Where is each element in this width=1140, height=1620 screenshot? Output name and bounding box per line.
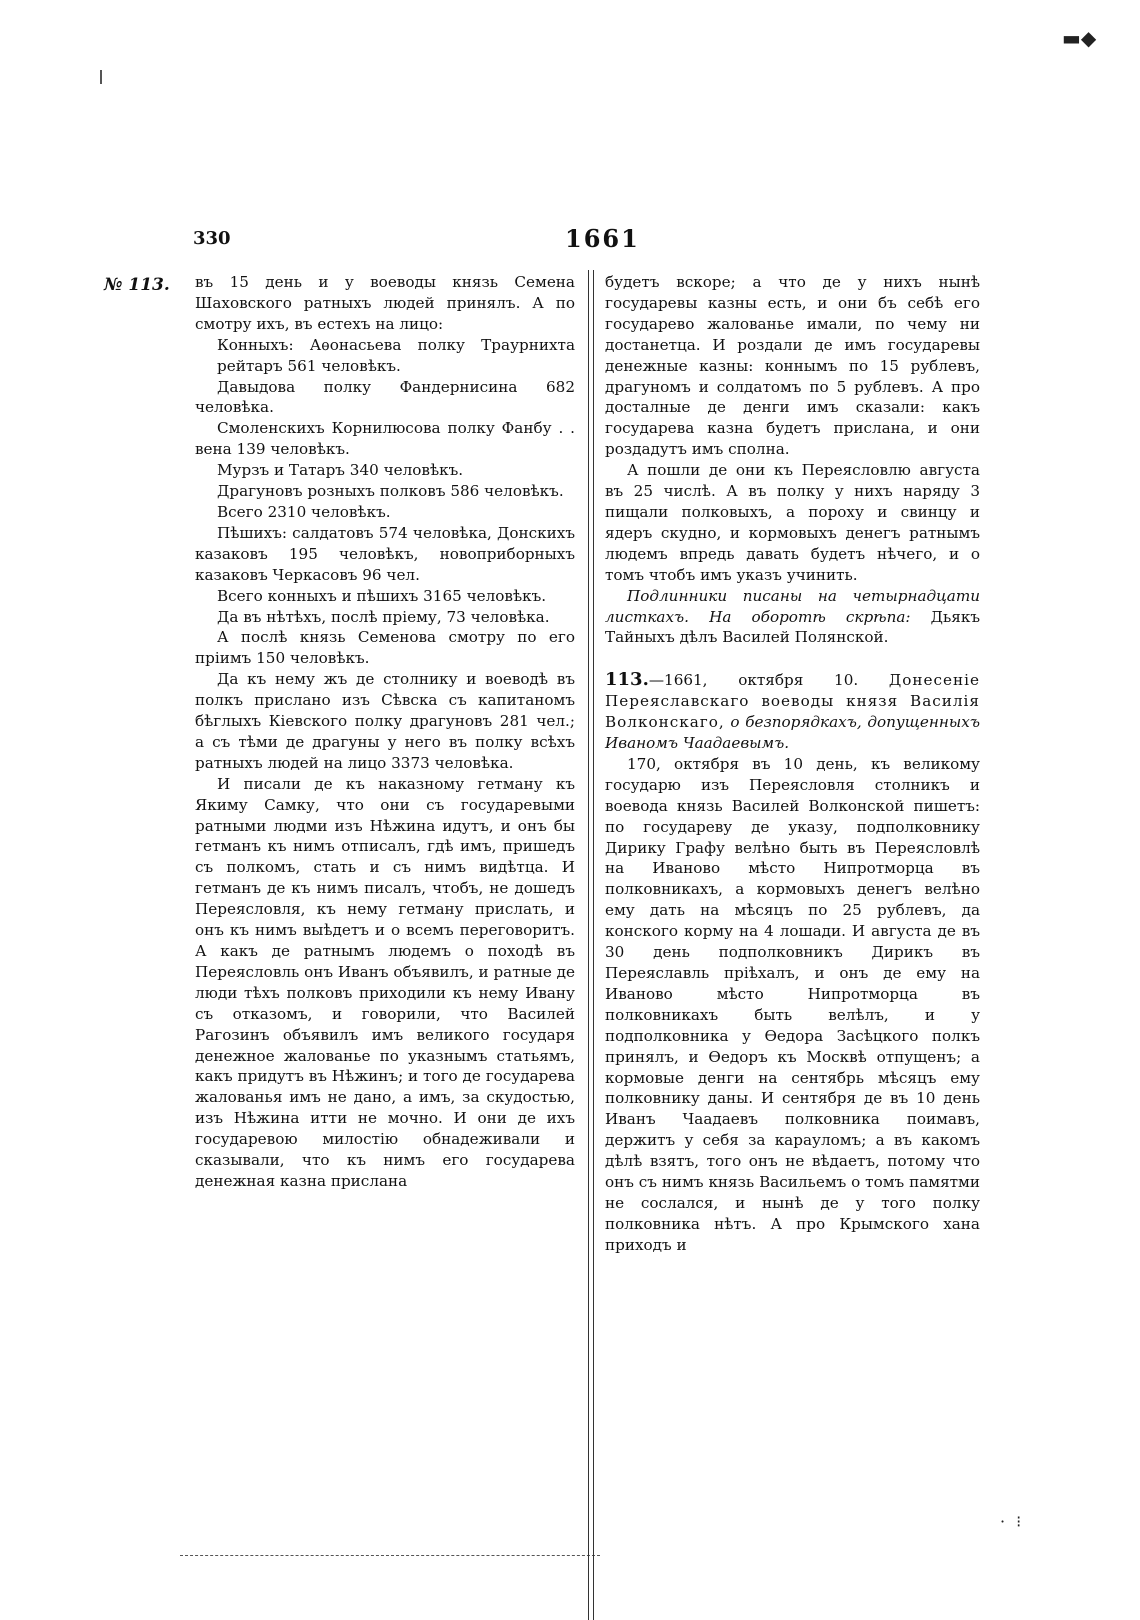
list-item: Конныхъ: Аѳонасьева полку Траурнихта рейтаръ 561 человѣкъ.	[217, 335, 575, 375]
document-heading-number: 113.	[605, 669, 649, 691]
list-item: Мурзъ и Татаръ 340 человѣкъ.	[217, 461, 464, 480]
paragraph: въ 15 день и у воеводы князь Семена Шаховского ратныхъ людей принялъ. А по смотру ихъ, въ естехъ на лицо:	[195, 273, 575, 333]
source-note-signature: Дьякъ Тайныхъ дѣлъ Василей Полянской.	[605, 607, 981, 647]
source-note	[605, 586, 980, 649]
paragraph: Да къ нему жъ де столнику и воеводѣ въ полкъ прислано изъ Сѣвска съ капитаномъ бѣглыхъ Кіевского полку драгуновъ 281 чел.; а съ тѣми де драгуны у него въ полку всѣхъ ратныхъ людей на лицо 3373 человѣка.	[195, 670, 575, 772]
scan-mark-left	[100, 70, 102, 84]
list-item: Да въ нѣтѣхъ, послѣ пріему, 73 человѣка.	[217, 607, 550, 626]
scan-mark-bottom-right: · ⁝	[1000, 1512, 1025, 1531]
list-item: Смоленскихъ Корнилюсова полку Фанбу . . вена 139 человѣкъ.	[195, 419, 575, 459]
list-item: Пѣшихъ: салдатовъ 574 человѣка, Донскихъ казаковъ 195 человѣкъ, новоприборныхъ казаковъ Черкасовъ 96 чел.	[195, 523, 575, 584]
list-item: Всего конныхъ и пѣшихъ 3165 человѣкъ.	[217, 586, 547, 605]
left-column	[195, 272, 575, 1192]
footer-rule	[180, 1555, 600, 1556]
document-heading-subtitle: о безпорядкахъ, допущенныхъ Иваномъ Чаадаевымъ.	[605, 713, 980, 753]
page-number: 330	[193, 228, 231, 249]
paragraph: И писали де къ наказному гетману къ Якиму Самку, что они съ государевыми ратными людми изъ Нѣжина идутъ, и онъ бы гетманъ къ нимъ отписалъ, гдѣ имъ, пришедъ съ полкомъ, стать и съ нимъ видѣтца. И гетманъ де къ нимъ писалъ, чтобъ, не дошедъ Переясловля, къ нему гетману прислать, и онъ къ нимъ выѣдетъ и о всемъ переговоритъ. А какъ де ратнымъ людемъ о походѣ въ Переясловль онъ Иванъ объявилъ, и ратные де люди тѣхъ полковъ приходили къ нему Ивану съ отказомъ, и говорили, что Василей Рагозинъ объявилъ имъ великого государя денежное жалованье по указнымъ статьямъ, какъ придутъ въ Нѣжинъ; и того де государева жалованья имъ не дано, а имъ, за скудостью, изъ Нѣжина итти не мочно. И они де ихъ государевою милостію обнадеживали и сказывали, что къ нимъ его государева денежная казна прислана	[195, 774, 575, 1190]
list-item: Всего 2310 человѣкъ.	[217, 502, 391, 521]
paragraph: будетъ вскоре; а что де у нихъ нынѣ государевы казны есть, и они бъ себѣ его государево жалованье имали, по чему ни достанетца. И роздали де имъ государевы денежные казны: коннымъ по 15 рублевъ, драгуномъ и солдатомъ по 5 рублевъ. А про досталные де денги имъ сказали: какъ государева казна будетъ прислана, и они роздадутъ имъ сполна.	[605, 273, 980, 459]
scan-mark-top-right: ▬◆	[1062, 26, 1097, 50]
document-heading-date: —1661, октября 10.	[648, 671, 859, 690]
document-heading-title: Донесеніе Переяславскаго воеводы князя Василія Волконскаго,	[605, 671, 980, 732]
document-number-margin: № 113.	[104, 275, 170, 295]
list-item: Давыдова полку Фандернисина 682 человѣка.	[195, 377, 575, 417]
paragraph: 170, октября въ 10 день, къ великому государю изъ Переясловля столникъ и воевода князь Василей Волконской пишетъ: по государеву де указу, подполковнику Дирику Графу велѣно быть въ Переясловлѣ на Иваново мѣсто Нипротморца въ полковникахъ, а кормовыхъ денегъ велѣно ему дать на мѣсяцъ по 25 рублевъ, да конского корму на 4 лошади. И августа де въ 30 день подполковникъ Дирикъ въ Переяславль пріѣхалъ, и онъ де ему на Иваново мѣсто Нипротморца въ полковникахъ быть велѣлъ, и у подполковника у Ѳедора Засѣцкого полкъ принялъ, и Ѳедоръ къ Москвѣ отпущенъ; а кормовые денги на сентябрь мѣсяцъ ему полковнику даны. И сентября де въ 10 день Иванъ Чаадаевъ полковника поимавъ, держитъ у себя за карауломъ; а въ какомъ дѣлѣ взятъ, того онъ не вѣдаетъ, потому что онъ съ нимъ князь Васильемъ о томъ памятми не сослался, и нынѣ де у того полку полковника нѣтъ. А про Крымского хана приходъ и	[605, 754, 980, 1254]
page-year-heading: 1661	[565, 224, 640, 253]
paragraph: А пошли де они къ Переясловлю августа въ 25 числѣ. А въ полку у нихъ наряду 3 пищали полковыхъ, а пороху и свинцу и ядеръ скудно, и кормовыхъ денегъ ратнымъ людемъ впредь давать будетъ нѣчего, и о томъ чтобъ имъ указъ учинить.	[605, 461, 980, 584]
section-gap	[605, 648, 980, 670]
column-divider	[588, 270, 594, 1620]
source-note-italic: Подлинники писаны на четырнадцати листкахъ. На оборотѣ скрѣпа:	[605, 586, 980, 626]
list-item: А послѣ князь Семенова смотру по его пріимъ 150 человѣкъ.	[195, 628, 575, 668]
document-heading	[605, 670, 980, 754]
list-item: Драгуновъ розныхъ полковъ 586 человѣкъ.	[217, 482, 564, 501]
right-column	[605, 272, 980, 1256]
